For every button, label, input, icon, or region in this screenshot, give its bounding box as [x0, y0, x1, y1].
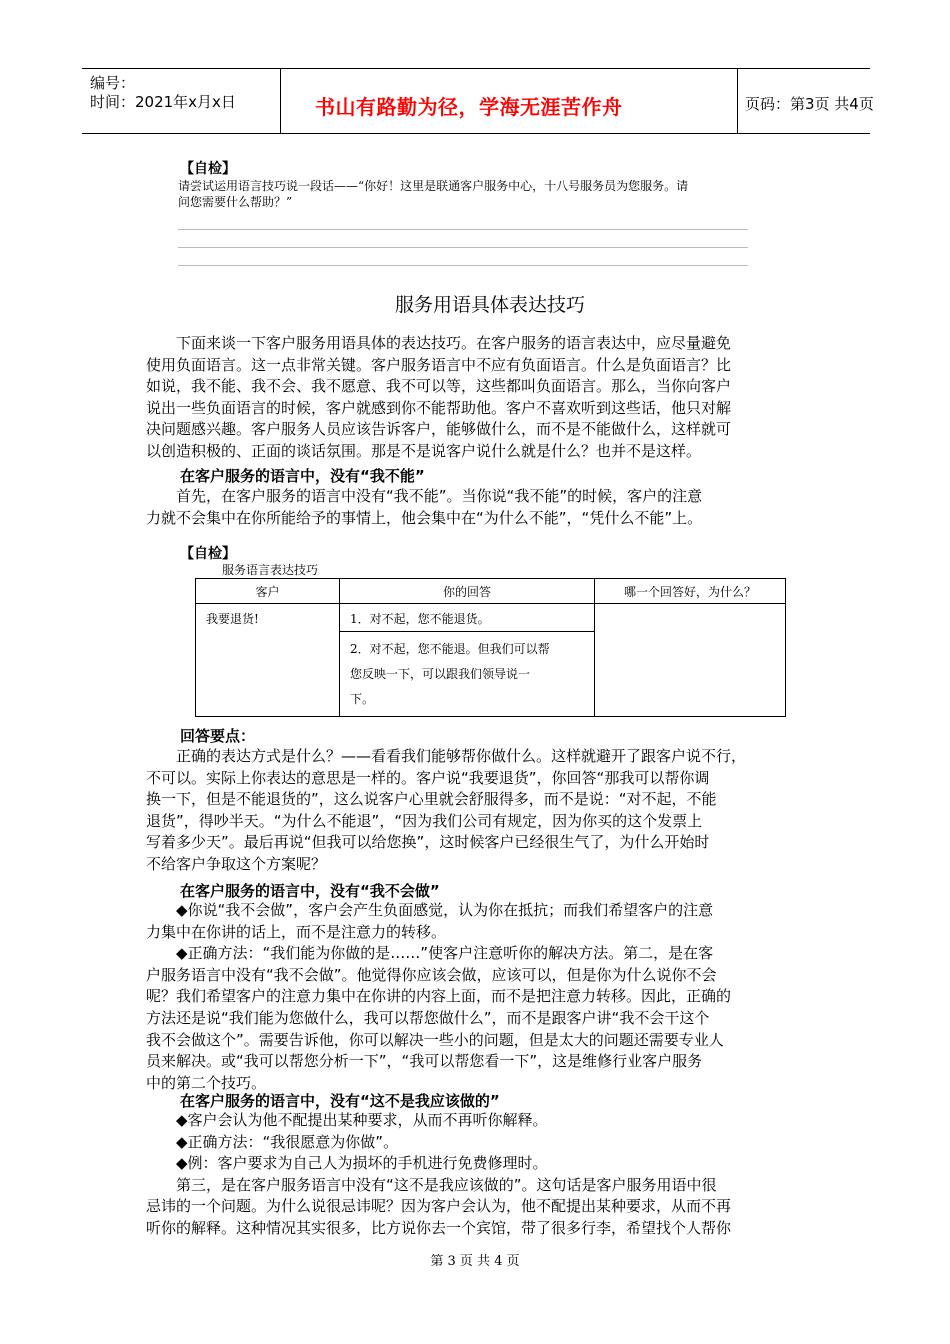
- customer-request: 我要退货!: [206, 612, 259, 626]
- text-line: 2．对不起，您不能退。但我们可以帮: [350, 642, 550, 656]
- page-footer: 第 3 页 共 4 页: [430, 1254, 520, 1269]
- section-1-paragraph: [146, 486, 806, 529]
- section-3-paragraph: [146, 1110, 806, 1240]
- answer-blank-line: [178, 247, 748, 248]
- header-motto-cell: [280, 69, 738, 133]
- text-line: 力集中在你讲的话上，而不是注意力的转移。: [146, 922, 447, 941]
- answer-points-paragraph: [146, 746, 806, 876]
- text-line: 以创造积极的、正面的谈话氛围。那是不是说客户说什么就是什么？也并不是这样。: [146, 441, 702, 460]
- text-line: 决问题感兴趣。客户服务人员应该告诉客户，能够做什么，而不是不能做什么，这样就可: [146, 420, 732, 439]
- header-page-cell: [737, 69, 874, 133]
- header-time: 时间：2021年x月x日: [90, 93, 236, 111]
- table-header-customer: 客户: [196, 579, 340, 604]
- section-heading-3: 在客户服务的语言中，没有“这不是我应该做的”: [180, 1092, 500, 1110]
- text-line: 下。: [350, 692, 375, 706]
- text-line: ◆你说“我不会做”，客户会产生负面感觉，认为你在抵抗；而我们希望客户的注意: [176, 901, 714, 919]
- text-line: ◆客户会认为他不配提出某种要求，从而不再听你解释。: [176, 1111, 548, 1129]
- answer-points-heading: 回答要点：: [180, 727, 256, 745]
- text-line: 下面来谈一下客户服务用语具体的表达技巧。在客户服务的语言表达中，应尽量避免: [176, 334, 732, 352]
- table-header-which: 哪一个回答好，为什么？: [595, 579, 786, 604]
- text-line: ◆正确方法：“我很愿意为你做”。: [176, 1132, 399, 1151]
- text-line: 力就不会集中在你所能给予的事情上，他会集中在“为什么不能”，“凭什么不能”上。: [146, 508, 703, 527]
- header-meta: [82, 69, 280, 133]
- page-title: 服务用语具体表达技巧: [394, 294, 585, 316]
- text-line: 第三，是在客户服务语言中没有“这不是我应该做的”。这句话是客户服务用语中很: [176, 1175, 717, 1194]
- table-cell-customer: [196, 604, 340, 717]
- self-check-prompt-line1: 请尝试运用语言技巧说一段话——“你好！这里是联通客户服务中心，十八号服务员为您服务。请: [178, 179, 689, 193]
- self-check-heading-2: 【自检】: [180, 546, 236, 562]
- table-caption: 服务语言表达技巧: [222, 563, 319, 577]
- text-line: 使用负面语言。这一点非常关键。客户服务语言中不应有负面语言。什么是负面语言？比: [146, 355, 732, 374]
- table-header-answer: 你的回答: [340, 579, 595, 604]
- text-line: 呢？我们希望客户的注意力集中在你讲的内容上面，而不是把注意力转移。因此，正确的: [146, 987, 732, 1006]
- text-line: 方法还是说“我们能为您做什么，我可以帮您做什么”，而不是跟客户讲“我不会干这个: [146, 1008, 710, 1027]
- self-check-prompt-line2: 问您需要什么帮助？”: [178, 195, 293, 209]
- section-heading-2: 在客户服务的语言中，没有“我不会做”: [180, 882, 440, 900]
- text-line: 不给客户争取这个方案呢？: [146, 854, 327, 873]
- text-line: 正确的表达方式是什么？——看看我们能够帮你做什么。这样就避开了跟客户说不行，: [176, 747, 747, 765]
- answer-blank-line: [178, 265, 748, 266]
- table-cell-blank: [595, 604, 786, 717]
- text-line: 听你的解释。这种情况其实很多，比方说你去一个宾馆，带了很多行李，希望找个人帮你: [146, 1218, 732, 1237]
- text-line: 写着多少天”。最后再说“但我可以给您换”，这时候客户已经很生气了，为什么开始时: [146, 833, 710, 852]
- intro-paragraph: [146, 333, 806, 463]
- self-check-heading-1: 【自检】: [180, 161, 236, 177]
- text-line: 换一下，但是不能退货的”，这么说客户心里就会舒服得多，而不是说：“对不起，不能: [146, 790, 717, 809]
- section-heading-1: 在客户服务的语言中，没有“我不能”: [180, 467, 425, 485]
- header-number: 编号：: [90, 74, 136, 92]
- text-line: 中的第二个技巧。: [146, 1073, 267, 1092]
- text-line: 首先，在客户服务的语言中没有“我不能”。当你说“我不能”的时候，客户的注意: [176, 487, 703, 505]
- text-line: 员来解决。或“我可以帮您分析一下”，“我可以帮您看一下”，这是维修行业客户服务: [146, 1052, 703, 1071]
- section-2-paragraph: [146, 900, 806, 1094]
- table-cell-answer-2: [340, 632, 595, 717]
- page-header: [82, 68, 874, 134]
- text-line: 不可以。实际上你表达的意思是一样的。客户说“我要退货”，你回答“那我可以帮你调: [146, 768, 710, 787]
- text-line: 如说，我不能、我不会、我不愿意、我不可以等，这些都叫负面语言。那么，当你向客户: [146, 377, 732, 396]
- text-line: 说出一些负面语言的时候，客户就感到你不能帮助他。客户不喜欢听到这些话，他只对解: [146, 398, 732, 417]
- answer-blank-line: [178, 229, 748, 230]
- text-line: 我不会做这个”。需要告诉他，你可以解决一些小的问题，但是太大的问题还需要专业人: [146, 1030, 724, 1049]
- text-line: 户服务语言中没有“我不会做”。他觉得你应该会做，应该可以，但是你为什么说你不会: [146, 965, 717, 984]
- text-line: ◆例：客户要求为自己人为损坏的手机进行免费修理时。: [176, 1154, 548, 1173]
- text-line: 忌讳的一个问题。为什么说很忌讳呢？因为客户会认为，他不配提出某种要求，从而不再: [146, 1197, 732, 1216]
- text-line: 您反映一下，可以跟我们领导说一: [350, 667, 531, 681]
- expression-table: [195, 578, 786, 717]
- text-line: 退货”，得吵半天。“为什么不能退”，“因为我们公司有规定，因为你买的这个发票上: [146, 811, 703, 830]
- text-line: ◆正确方法：“我们能为你做的是……”使客户注意听你的解决方法。第二，是在客: [176, 944, 714, 963]
- header-page-info: 页码：第3页 共4页: [745, 95, 874, 113]
- header-motto: 书山有路勤为径，学海无涯苦作舟: [315, 95, 623, 119]
- table-cell-answer-1: 1．对不起，您不能退货。: [340, 604, 595, 632]
